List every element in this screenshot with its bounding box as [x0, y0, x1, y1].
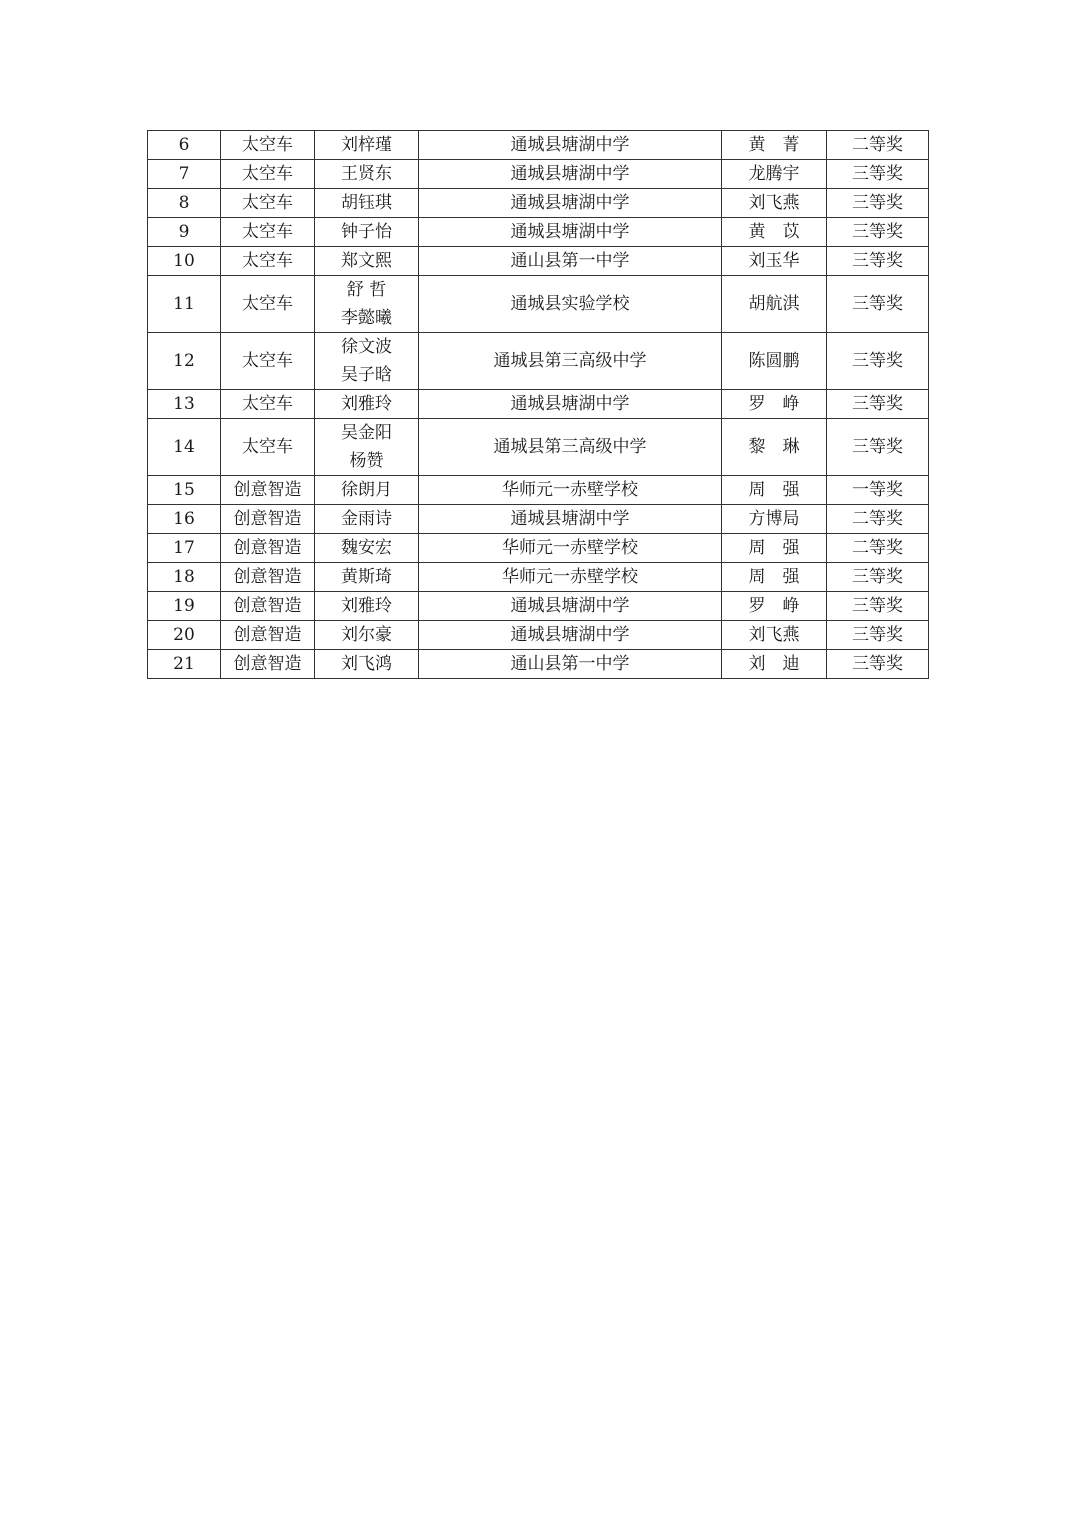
cell-school: 华师元一赤壁学校: [419, 476, 722, 505]
student-name: 王贤东: [341, 164, 392, 184]
cell-category: 创意智造: [221, 476, 315, 505]
cell-student-names: [315, 505, 419, 534]
cell-award: 三等奖: [827, 160, 929, 189]
cell-school: 通城县塘湖中学: [419, 218, 722, 247]
table-row: [148, 131, 929, 160]
cell-student-names: [315, 419, 419, 476]
cell-tutor: 方博局: [722, 505, 827, 534]
student-name: 吴子晗: [341, 365, 392, 385]
cell-award: 二等奖: [827, 534, 929, 563]
cell-number: 7: [148, 160, 221, 189]
cell-number: 14: [148, 419, 221, 476]
cell-student-names: [315, 131, 419, 160]
cell-tutor: 陈圆鹏: [722, 333, 827, 390]
cell-tutor: 刘玉华: [722, 247, 827, 276]
cell-number: 12: [148, 333, 221, 390]
cell-tutor: 罗 峥: [722, 592, 827, 621]
cell-category: 创意智造: [221, 621, 315, 650]
cell-student-names: [315, 276, 419, 333]
cell-school: 通城县塘湖中学: [419, 160, 722, 189]
cell-tutor: 胡航淇: [722, 276, 827, 333]
cell-award: 三等奖: [827, 419, 929, 476]
cell-student-names: [315, 621, 419, 650]
cell-number: 8: [148, 189, 221, 218]
cell-student-names: [315, 650, 419, 679]
cell-award: 二等奖: [827, 131, 929, 160]
cell-tutor: 罗 峥: [722, 390, 827, 419]
cell-school: 通城县塘湖中学: [419, 621, 722, 650]
cell-student-names: [315, 160, 419, 189]
cell-tutor: 黄 菁: [722, 131, 827, 160]
table-row: [148, 390, 929, 419]
table-row: [148, 505, 929, 534]
cell-student-names: [315, 476, 419, 505]
cell-school: 通城县第三高级中学: [419, 333, 722, 390]
student-name: 郑文熙: [341, 251, 392, 271]
table-row: [148, 650, 929, 679]
cell-tutor: 周 强: [722, 476, 827, 505]
student-name: 杨赞: [349, 451, 384, 471]
cell-award: 三等奖: [827, 333, 929, 390]
cell-award: 三等奖: [827, 650, 929, 679]
awards-table-body: [148, 131, 929, 679]
cell-number: 10: [148, 247, 221, 276]
cell-school: 华师元一赤壁学校: [419, 563, 722, 592]
cell-number: 9: [148, 218, 221, 247]
table-row: [148, 276, 929, 333]
student-name: 胡钰琪: [341, 193, 392, 213]
cell-student-names: [315, 563, 419, 592]
cell-category: 太空车: [221, 276, 315, 333]
table-row: [148, 333, 929, 390]
cell-award: 三等奖: [827, 218, 929, 247]
cell-award: 三等奖: [827, 189, 929, 218]
cell-tutor: 龙腾宇: [722, 160, 827, 189]
cell-award: 三等奖: [827, 563, 929, 592]
cell-tutor: 黄 苡: [722, 218, 827, 247]
table-row: [148, 160, 929, 189]
student-name: 魏安宏: [341, 538, 392, 558]
table-row: [148, 247, 929, 276]
table-row: [148, 621, 929, 650]
cell-number: 19: [148, 592, 221, 621]
cell-student-names: [315, 218, 419, 247]
cell-number: 15: [148, 476, 221, 505]
cell-school: 通城县第三高级中学: [419, 419, 722, 476]
cell-category: 太空车: [221, 390, 315, 419]
cell-student-names: [315, 189, 419, 218]
cell-award: 三等奖: [827, 247, 929, 276]
cell-category: 太空车: [221, 160, 315, 189]
cell-category: 创意智造: [221, 650, 315, 679]
cell-school: 华师元一赤壁学校: [419, 534, 722, 563]
cell-award: 二等奖: [827, 505, 929, 534]
cell-number: 18: [148, 563, 221, 592]
cell-tutor: 刘飞燕: [722, 621, 827, 650]
cell-award: 三等奖: [827, 592, 929, 621]
cell-student-names: [315, 333, 419, 390]
student-name: 吴金阳: [341, 423, 392, 443]
cell-school: 通城县实验学校: [419, 276, 722, 333]
student-name: 刘飞鸿: [341, 654, 392, 674]
table-row: [148, 218, 929, 247]
cell-tutor: 周 强: [722, 563, 827, 592]
cell-category: 创意智造: [221, 534, 315, 563]
cell-student-names: [315, 534, 419, 563]
table-row: [148, 476, 929, 505]
cell-student-names: [315, 390, 419, 419]
cell-school: 通城县塘湖中学: [419, 592, 722, 621]
cell-number: 20: [148, 621, 221, 650]
cell-tutor: 周 强: [722, 534, 827, 563]
cell-award: 三等奖: [827, 390, 929, 419]
cell-school: 通城县塘湖中学: [419, 131, 722, 160]
cell-award: 一等奖: [827, 476, 929, 505]
cell-category: 太空车: [221, 247, 315, 276]
table-row: [148, 189, 929, 218]
student-name: 舒 哲: [346, 280, 387, 300]
cell-school: 通城县塘湖中学: [419, 390, 722, 419]
cell-tutor: 刘 迪: [722, 650, 827, 679]
awards-table: [147, 130, 929, 679]
cell-category: 太空车: [221, 131, 315, 160]
cell-category: 创意智造: [221, 563, 315, 592]
student-name: 刘雅玲: [341, 394, 392, 414]
table-row: [148, 419, 929, 476]
cell-student-names: [315, 247, 419, 276]
cell-category: 太空车: [221, 333, 315, 390]
student-name: 金雨诗: [341, 509, 392, 529]
cell-school: 通城县塘湖中学: [419, 505, 722, 534]
cell-tutor: 黎 琳: [722, 419, 827, 476]
cell-number: 17: [148, 534, 221, 563]
student-name: 刘雅玲: [341, 596, 392, 616]
cell-student-names: [315, 592, 419, 621]
cell-category: 创意智造: [221, 592, 315, 621]
cell-number: 21: [148, 650, 221, 679]
cell-number: 16: [148, 505, 221, 534]
cell-category: 太空车: [221, 218, 315, 247]
table-row: [148, 534, 929, 563]
student-name: 李懿曦: [341, 308, 392, 328]
table-row: [148, 592, 929, 621]
cell-school: 通山县第一中学: [419, 247, 722, 276]
cell-award: 三等奖: [827, 276, 929, 333]
cell-tutor: 刘飞燕: [722, 189, 827, 218]
cell-number: 11: [148, 276, 221, 333]
cell-category: 太空车: [221, 189, 315, 218]
table-row: [148, 563, 929, 592]
student-name: 刘尔豪: [341, 625, 392, 645]
cell-school: 通城县塘湖中学: [419, 189, 722, 218]
student-name: 徐朗月: [341, 480, 392, 500]
student-name: 钟子怡: [341, 222, 392, 242]
cell-category: 创意智造: [221, 505, 315, 534]
student-name: 刘梓瑾: [341, 135, 392, 155]
cell-category: 太空车: [221, 419, 315, 476]
cell-award: 三等奖: [827, 621, 929, 650]
cell-school: 通山县第一中学: [419, 650, 722, 679]
student-name: 黄斯琦: [341, 567, 392, 587]
student-name: 徐文波: [341, 337, 392, 357]
cell-number: 6: [148, 131, 221, 160]
cell-number: 13: [148, 390, 221, 419]
